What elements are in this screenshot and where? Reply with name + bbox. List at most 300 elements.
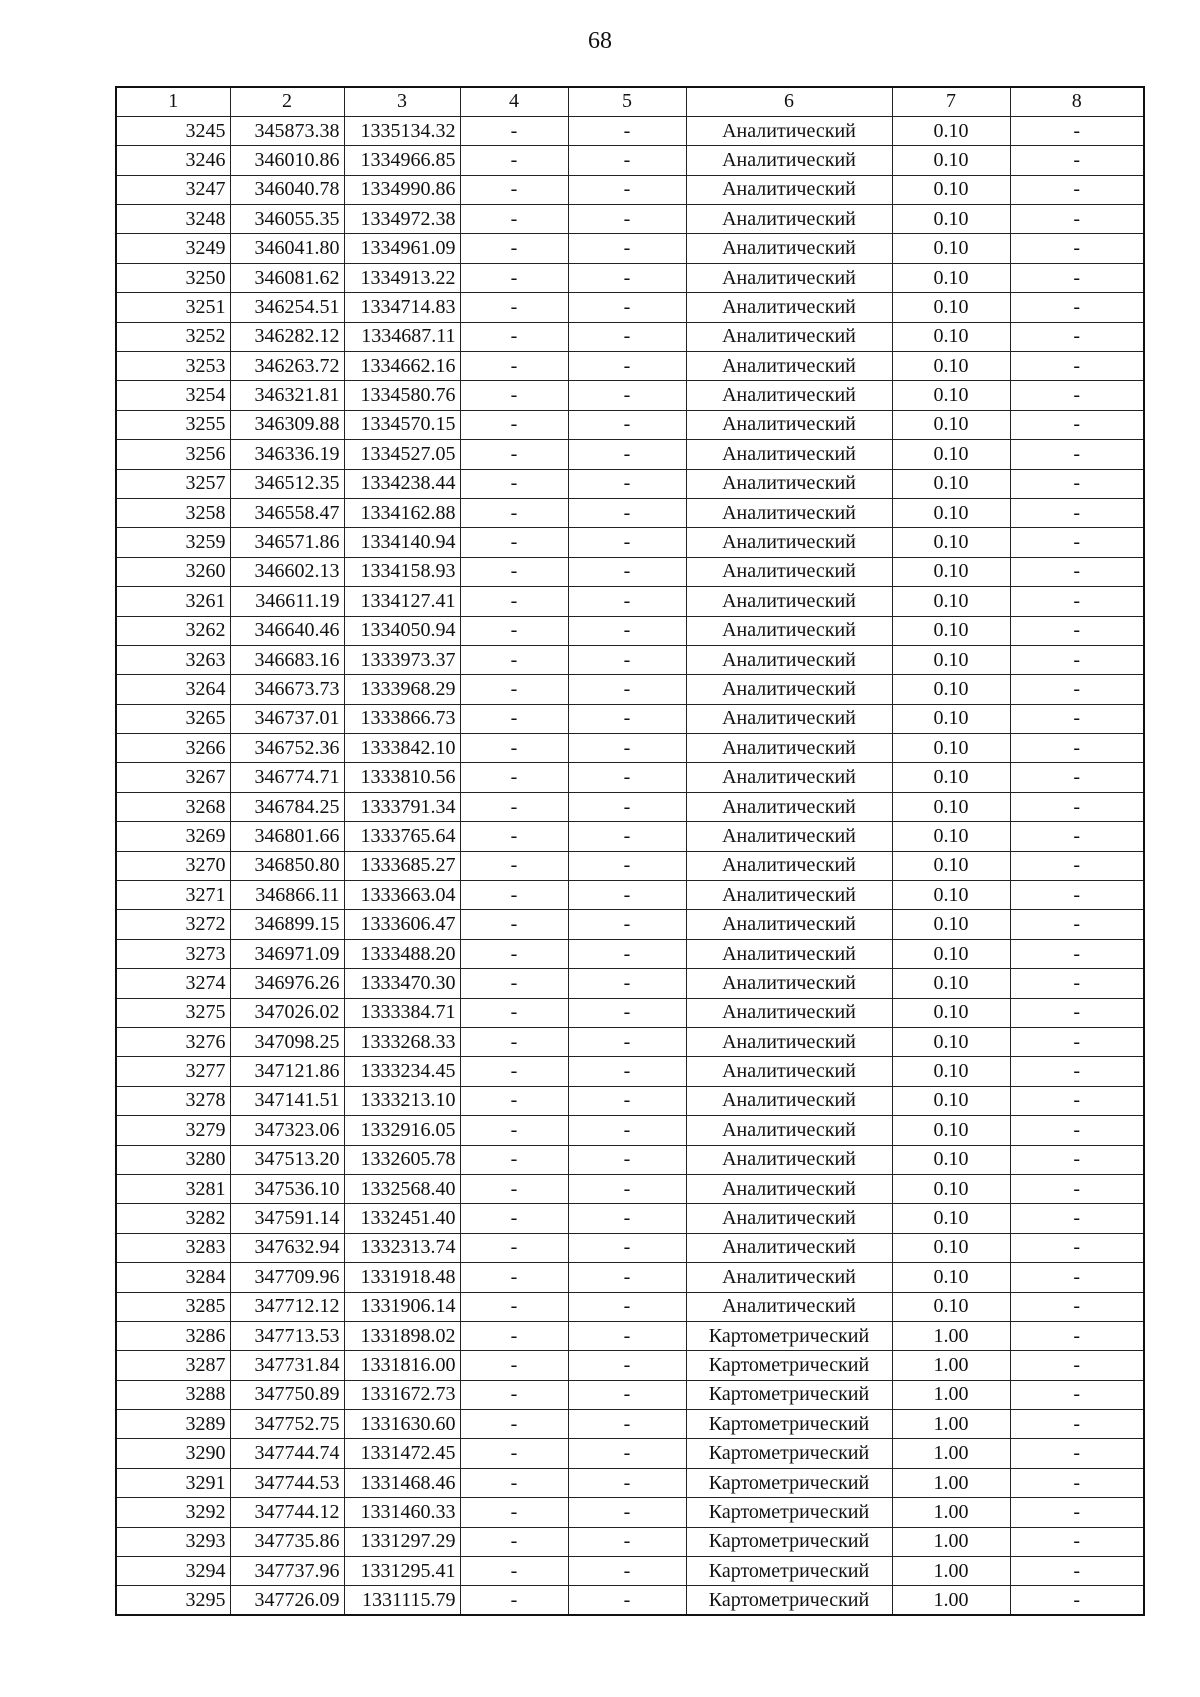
col4-cell: -	[460, 1498, 568, 1527]
col5-cell: -	[568, 645, 686, 674]
y-coordinate-cell: 1334687.11	[344, 322, 460, 351]
col8-cell: -	[1010, 498, 1144, 527]
y-coordinate-cell: 1333810.56	[344, 763, 460, 792]
col5-cell: -	[568, 1204, 686, 1233]
point-number-cell: 3264	[116, 675, 230, 704]
col5-cell: -	[568, 822, 686, 851]
accuracy-cell: 0.10	[892, 469, 1010, 498]
table-row	[116, 1468, 1144, 1497]
x-coordinate-cell: 346512.35	[230, 469, 344, 498]
col4-cell: -	[460, 116, 568, 145]
point-number-cell: 3270	[116, 851, 230, 880]
point-number-cell: 3291	[116, 1468, 230, 1497]
col8-cell: -	[1010, 645, 1144, 674]
method-cell: Аналитический	[686, 939, 892, 968]
accuracy-cell: 0.10	[892, 322, 1010, 351]
col5-cell: -	[568, 969, 686, 998]
y-coordinate-cell: 1332605.78	[344, 1145, 460, 1174]
x-coordinate-cell: 347591.14	[230, 1204, 344, 1233]
point-number-cell: 3295	[116, 1586, 230, 1615]
col8-cell: -	[1010, 1204, 1144, 1233]
col4-cell: -	[460, 822, 568, 851]
table-row	[116, 645, 1144, 674]
y-coordinate-cell: 1332313.74	[344, 1233, 460, 1262]
col8-cell: -	[1010, 1292, 1144, 1321]
method-cell: Аналитический	[686, 469, 892, 498]
x-coordinate-cell: 347735.86	[230, 1527, 344, 1556]
y-coordinate-cell: 1334966.85	[344, 146, 460, 175]
accuracy-cell: 1.00	[892, 1351, 1010, 1380]
col8-cell: -	[1010, 352, 1144, 381]
x-coordinate-cell: 346055.35	[230, 205, 344, 234]
col4-cell: -	[460, 1351, 568, 1380]
table-row	[116, 675, 1144, 704]
x-coordinate-cell: 346737.01	[230, 704, 344, 733]
method-cell: Аналитический	[686, 1028, 892, 1057]
x-coordinate-cell: 346602.13	[230, 557, 344, 586]
method-cell: Аналитический	[686, 116, 892, 145]
col5-cell: -	[568, 1380, 686, 1409]
y-coordinate-cell: 1334662.16	[344, 352, 460, 381]
table-row	[116, 1498, 1144, 1527]
table-row	[116, 175, 1144, 204]
col4-cell: -	[460, 557, 568, 586]
x-coordinate-cell: 347121.86	[230, 1057, 344, 1086]
x-coordinate-cell: 346866.11	[230, 881, 344, 910]
col8-cell: -	[1010, 322, 1144, 351]
y-coordinate-cell: 1334050.94	[344, 616, 460, 645]
table-row	[116, 1204, 1144, 1233]
col8-cell: -	[1010, 175, 1144, 204]
col4-cell: -	[460, 146, 568, 175]
column-header: 2	[230, 87, 344, 116]
col8-cell: -	[1010, 881, 1144, 910]
accuracy-cell: 0.10	[892, 293, 1010, 322]
col5-cell: -	[568, 175, 686, 204]
method-cell: Аналитический	[686, 528, 892, 557]
y-coordinate-cell: 1334127.41	[344, 587, 460, 616]
x-coordinate-cell: 347731.84	[230, 1351, 344, 1380]
col5-cell: -	[568, 1439, 686, 1468]
point-number-cell: 3282	[116, 1204, 230, 1233]
x-coordinate-cell: 347141.51	[230, 1086, 344, 1115]
col4-cell: -	[460, 1439, 568, 1468]
point-number-cell: 3277	[116, 1057, 230, 1086]
col5-cell: -	[568, 939, 686, 968]
col8-cell: -	[1010, 263, 1144, 292]
point-number-cell: 3266	[116, 734, 230, 763]
col5-cell: -	[568, 1468, 686, 1497]
col4-cell: -	[460, 704, 568, 733]
accuracy-cell: 0.10	[892, 1174, 1010, 1203]
table-row	[116, 263, 1144, 292]
y-coordinate-cell: 1335134.32	[344, 116, 460, 145]
method-cell: Аналитический	[686, 1145, 892, 1174]
y-coordinate-cell: 1334140.94	[344, 528, 460, 557]
point-number-cell: 3290	[116, 1439, 230, 1468]
col8-cell: -	[1010, 528, 1144, 557]
column-header: 5	[568, 87, 686, 116]
col5-cell: -	[568, 1292, 686, 1321]
table-row	[116, 704, 1144, 733]
method-cell: Картометрический	[686, 1498, 892, 1527]
col8-cell: -	[1010, 1321, 1144, 1350]
coordinates-table	[115, 86, 1145, 1616]
y-coordinate-cell: 1331297.29	[344, 1527, 460, 1556]
column-header: 4	[460, 87, 568, 116]
method-cell: Аналитический	[686, 1233, 892, 1262]
col4-cell: -	[460, 910, 568, 939]
point-number-cell: 3261	[116, 587, 230, 616]
col8-cell: -	[1010, 969, 1144, 998]
col5-cell: -	[568, 1263, 686, 1292]
col5-cell: -	[568, 1116, 686, 1145]
col4-cell: -	[460, 1233, 568, 1262]
col5-cell: -	[568, 1410, 686, 1439]
table-row	[116, 116, 1144, 145]
col4-cell: -	[460, 792, 568, 821]
col4-cell: -	[460, 1145, 568, 1174]
x-coordinate-cell: 347744.12	[230, 1498, 344, 1527]
col5-cell: -	[568, 1233, 686, 1262]
method-cell: Аналитический	[686, 1086, 892, 1115]
col8-cell: -	[1010, 1028, 1144, 1057]
col4-cell: -	[460, 1380, 568, 1409]
col5-cell: -	[568, 234, 686, 263]
col8-cell: -	[1010, 440, 1144, 469]
method-cell: Аналитический	[686, 645, 892, 674]
method-cell: Аналитический	[686, 734, 892, 763]
table-row	[116, 410, 1144, 439]
accuracy-cell: 0.10	[892, 1204, 1010, 1233]
method-cell: Аналитический	[686, 1057, 892, 1086]
table-row	[116, 587, 1144, 616]
accuracy-cell: 0.10	[892, 1145, 1010, 1174]
col8-cell: -	[1010, 910, 1144, 939]
point-number-cell: 3245	[116, 116, 230, 145]
col4-cell: -	[460, 469, 568, 498]
method-cell: Аналитический	[686, 410, 892, 439]
col5-cell: -	[568, 763, 686, 792]
table-row	[116, 1057, 1144, 1086]
x-coordinate-cell: 346774.71	[230, 763, 344, 792]
col5-cell: -	[568, 1086, 686, 1115]
accuracy-cell: 1.00	[892, 1410, 1010, 1439]
table-row	[116, 1410, 1144, 1439]
x-coordinate-cell: 347709.96	[230, 1263, 344, 1292]
method-cell: Аналитический	[686, 175, 892, 204]
x-coordinate-cell: 346254.51	[230, 293, 344, 322]
col8-cell: -	[1010, 1174, 1144, 1203]
col4-cell: -	[460, 881, 568, 910]
col4-cell: -	[460, 587, 568, 616]
column-header: 7	[892, 87, 1010, 116]
x-coordinate-cell: 346899.15	[230, 910, 344, 939]
accuracy-cell: 0.10	[892, 205, 1010, 234]
accuracy-cell: 0.10	[892, 175, 1010, 204]
col4-cell: -	[460, 1116, 568, 1145]
x-coordinate-cell: 347513.20	[230, 1145, 344, 1174]
accuracy-cell: 1.00	[892, 1498, 1010, 1527]
table-row	[116, 1233, 1144, 1262]
point-number-cell: 3265	[116, 704, 230, 733]
method-cell: Аналитический	[686, 1204, 892, 1233]
table-row	[116, 851, 1144, 880]
col8-cell: -	[1010, 1057, 1144, 1086]
point-number-cell: 3252	[116, 322, 230, 351]
y-coordinate-cell: 1332451.40	[344, 1204, 460, 1233]
col8-cell: -	[1010, 1439, 1144, 1468]
column-header: 8	[1010, 87, 1144, 116]
point-number-cell: 3283	[116, 1233, 230, 1262]
col5-cell: -	[568, 1586, 686, 1615]
method-cell: Аналитический	[686, 822, 892, 851]
col8-cell: -	[1010, 293, 1144, 322]
column-header: 6	[686, 87, 892, 116]
accuracy-cell: 0.10	[892, 1263, 1010, 1292]
y-coordinate-cell: 1331295.41	[344, 1557, 460, 1586]
y-coordinate-cell: 1334162.88	[344, 498, 460, 527]
point-number-cell: 3269	[116, 822, 230, 851]
col4-cell: -	[460, 410, 568, 439]
method-cell: Аналитический	[686, 998, 892, 1027]
col4-cell: -	[460, 645, 568, 674]
col5-cell: -	[568, 322, 686, 351]
col8-cell: -	[1010, 1233, 1144, 1262]
col8-cell: -	[1010, 822, 1144, 851]
point-number-cell: 3258	[116, 498, 230, 527]
point-number-cell: 3278	[116, 1086, 230, 1115]
y-coordinate-cell: 1331468.46	[344, 1468, 460, 1497]
y-coordinate-cell: 1333842.10	[344, 734, 460, 763]
table-row	[116, 557, 1144, 586]
point-number-cell: 3251	[116, 293, 230, 322]
col5-cell: -	[568, 1057, 686, 1086]
col8-cell: -	[1010, 205, 1144, 234]
col4-cell: -	[460, 234, 568, 263]
x-coordinate-cell: 346010.86	[230, 146, 344, 175]
x-coordinate-cell: 347026.02	[230, 998, 344, 1027]
point-number-cell: 3248	[116, 205, 230, 234]
col4-cell: -	[460, 381, 568, 410]
col5-cell: -	[568, 910, 686, 939]
method-cell: Картометрический	[686, 1351, 892, 1380]
col4-cell: -	[460, 1057, 568, 1086]
table-row	[116, 1086, 1144, 1115]
y-coordinate-cell: 1333968.29	[344, 675, 460, 704]
col5-cell: -	[568, 528, 686, 557]
method-cell: Аналитический	[686, 587, 892, 616]
x-coordinate-cell: 346784.25	[230, 792, 344, 821]
col5-cell: -	[568, 998, 686, 1027]
table-row	[116, 1263, 1144, 1292]
y-coordinate-cell: 1332568.40	[344, 1174, 460, 1203]
col8-cell: -	[1010, 1145, 1144, 1174]
table-row	[116, 1116, 1144, 1145]
col5-cell: -	[568, 469, 686, 498]
col4-cell: -	[460, 293, 568, 322]
y-coordinate-cell: 1334580.76	[344, 381, 460, 410]
point-number-cell: 3288	[116, 1380, 230, 1409]
col5-cell: -	[568, 851, 686, 880]
table-row	[116, 1527, 1144, 1556]
col5-cell: -	[568, 792, 686, 821]
y-coordinate-cell: 1334158.93	[344, 557, 460, 586]
y-coordinate-cell: 1331115.79	[344, 1586, 460, 1615]
x-coordinate-cell: 346801.66	[230, 822, 344, 851]
accuracy-cell: 0.10	[892, 528, 1010, 557]
point-number-cell: 3268	[116, 792, 230, 821]
table-row	[116, 322, 1144, 351]
x-coordinate-cell: 347536.10	[230, 1174, 344, 1203]
col4-cell: -	[460, 1086, 568, 1115]
col8-cell: -	[1010, 1586, 1144, 1615]
accuracy-cell: 0.10	[892, 410, 1010, 439]
y-coordinate-cell: 1334961.09	[344, 234, 460, 263]
table-row	[116, 1351, 1144, 1380]
method-cell: Аналитический	[686, 146, 892, 175]
col5-cell: -	[568, 293, 686, 322]
y-coordinate-cell: 1333685.27	[344, 851, 460, 880]
table-row	[116, 205, 1144, 234]
x-coordinate-cell: 346850.80	[230, 851, 344, 880]
col8-cell: -	[1010, 381, 1144, 410]
x-coordinate-cell: 346081.62	[230, 263, 344, 292]
col5-cell: -	[568, 263, 686, 292]
table-row	[116, 1586, 1144, 1615]
method-cell: Аналитический	[686, 205, 892, 234]
table-row	[116, 1439, 1144, 1468]
x-coordinate-cell: 346336.19	[230, 440, 344, 469]
x-coordinate-cell: 346309.88	[230, 410, 344, 439]
col8-cell: -	[1010, 1351, 1144, 1380]
col4-cell: -	[460, 1292, 568, 1321]
col8-cell: -	[1010, 557, 1144, 586]
method-cell: Аналитический	[686, 616, 892, 645]
method-cell: Аналитический	[686, 969, 892, 998]
col8-cell: -	[1010, 851, 1144, 880]
accuracy-cell: 0.10	[892, 675, 1010, 704]
method-cell: Аналитический	[686, 381, 892, 410]
accuracy-cell: 1.00	[892, 1527, 1010, 1556]
x-coordinate-cell: 346640.46	[230, 616, 344, 645]
col5-cell: -	[568, 557, 686, 586]
col4-cell: -	[460, 1263, 568, 1292]
point-number-cell: 3276	[116, 1028, 230, 1057]
col5-cell: -	[568, 675, 686, 704]
point-number-cell: 3259	[116, 528, 230, 557]
col8-cell: -	[1010, 116, 1144, 145]
x-coordinate-cell: 347713.53	[230, 1321, 344, 1350]
y-coordinate-cell: 1331630.60	[344, 1410, 460, 1439]
point-number-cell: 3267	[116, 763, 230, 792]
col4-cell: -	[460, 1527, 568, 1556]
table-row	[116, 1292, 1144, 1321]
col8-cell: -	[1010, 1468, 1144, 1497]
accuracy-cell: 0.10	[892, 1116, 1010, 1145]
table-row	[116, 1174, 1144, 1203]
col8-cell: -	[1010, 469, 1144, 498]
col8-cell: -	[1010, 1086, 1144, 1115]
y-coordinate-cell: 1333973.37	[344, 645, 460, 674]
x-coordinate-cell: 347737.96	[230, 1557, 344, 1586]
accuracy-cell: 0.10	[892, 263, 1010, 292]
point-number-cell: 3273	[116, 939, 230, 968]
method-cell: Картометрический	[686, 1586, 892, 1615]
col5-cell: -	[568, 146, 686, 175]
col4-cell: -	[460, 1468, 568, 1497]
accuracy-cell: 1.00	[892, 1439, 1010, 1468]
col4-cell: -	[460, 1586, 568, 1615]
accuracy-cell: 0.10	[892, 734, 1010, 763]
col4-cell: -	[460, 969, 568, 998]
accuracy-cell: 0.10	[892, 969, 1010, 998]
y-coordinate-cell: 1333663.04	[344, 881, 460, 910]
point-number-cell: 3253	[116, 352, 230, 381]
col4-cell: -	[460, 1174, 568, 1203]
col8-cell: -	[1010, 1557, 1144, 1586]
method-cell: Аналитический	[686, 293, 892, 322]
y-coordinate-cell: 1334913.22	[344, 263, 460, 292]
point-number-cell: 3263	[116, 645, 230, 674]
method-cell: Аналитический	[686, 1116, 892, 1145]
accuracy-cell: 1.00	[892, 1321, 1010, 1350]
point-number-cell: 3292	[116, 1498, 230, 1527]
method-cell: Аналитический	[686, 1174, 892, 1203]
point-number-cell: 3274	[116, 969, 230, 998]
accuracy-cell: 0.10	[892, 1028, 1010, 1057]
accuracy-cell: 0.10	[892, 381, 1010, 410]
accuracy-cell: 0.10	[892, 587, 1010, 616]
col8-cell: -	[1010, 616, 1144, 645]
col4-cell: -	[460, 205, 568, 234]
col5-cell: -	[568, 1028, 686, 1057]
method-cell: Картометрический	[686, 1527, 892, 1556]
col8-cell: -	[1010, 704, 1144, 733]
accuracy-cell: 0.10	[892, 645, 1010, 674]
col8-cell: -	[1010, 792, 1144, 821]
x-coordinate-cell: 347632.94	[230, 1233, 344, 1262]
accuracy-cell: 0.10	[892, 616, 1010, 645]
point-number-cell: 3246	[116, 146, 230, 175]
method-cell: Аналитический	[686, 881, 892, 910]
accuracy-cell: 0.10	[892, 1233, 1010, 1262]
accuracy-cell: 0.10	[892, 1086, 1010, 1115]
col8-cell: -	[1010, 1380, 1144, 1409]
table-row	[116, 1557, 1144, 1586]
y-coordinate-cell: 1333488.20	[344, 939, 460, 968]
column-header: 3	[344, 87, 460, 116]
point-number-cell: 3247	[116, 175, 230, 204]
x-coordinate-cell: 346571.86	[230, 528, 344, 557]
col4-cell: -	[460, 498, 568, 527]
method-cell: Аналитический	[686, 440, 892, 469]
accuracy-cell: 0.10	[892, 910, 1010, 939]
x-coordinate-cell: 346558.47	[230, 498, 344, 527]
y-coordinate-cell: 1334238.44	[344, 469, 460, 498]
x-coordinate-cell: 347712.12	[230, 1292, 344, 1321]
y-coordinate-cell: 1334527.05	[344, 440, 460, 469]
col4-cell: -	[460, 616, 568, 645]
x-coordinate-cell: 347752.75	[230, 1410, 344, 1439]
accuracy-cell: 0.10	[892, 557, 1010, 586]
point-number-cell: 3260	[116, 557, 230, 586]
x-coordinate-cell: 346673.73	[230, 675, 344, 704]
col8-cell: -	[1010, 763, 1144, 792]
col5-cell: -	[568, 1351, 686, 1380]
col5-cell: -	[568, 1527, 686, 1556]
y-coordinate-cell: 1333765.64	[344, 822, 460, 851]
